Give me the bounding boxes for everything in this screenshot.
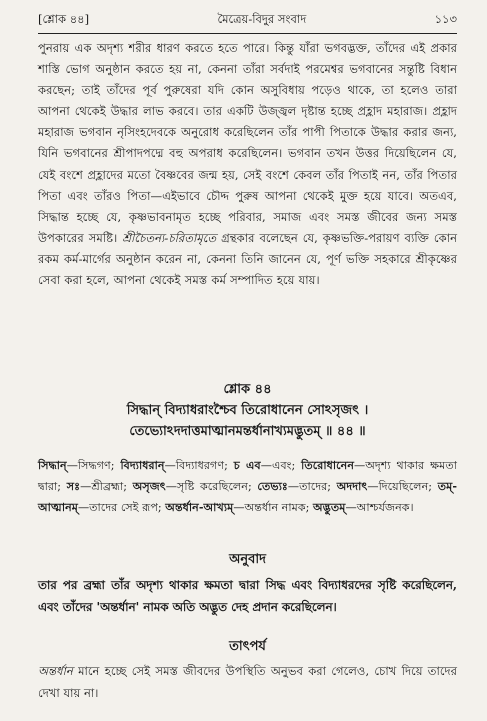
- header-chapter-title: মৈত্রেয়-বিদুর সংবাদ: [217, 12, 307, 26]
- body-text-2: গ্রন্থকার বলেছেন যে, কৃষ্ণভক্তি-পরায়ণ ব্যক্তি কোন রকম কর্ম-মার্গের অনুষ্ঠান করেন না, কেননা তিনি জানেন যে, পূর্ণ ভক্তি সহকারে শ্রীকৃষ্ণের সেবা করা হলে, আপনা থেকেই সমস্ত কর্ম সম্পাদিত হয়ে যায়।: [38, 230, 457, 288]
- translation-title: অনুবাদ: [229, 552, 266, 567]
- synonym-word: সঃ: [66, 479, 81, 493]
- synonym-word: অন্তর্ধান-আখ্যম্: [165, 500, 234, 514]
- synonym-word: বিদ্যাধরান্: [120, 458, 165, 472]
- synonym-meaning: —এবং;: [260, 459, 302, 472]
- page-header: [38, 8, 457, 30]
- synonym-meaning: —সিদ্ধগণ;: [66, 459, 121, 472]
- body-paragraph: [38, 38, 457, 291]
- translation-text: তার পর ব্রহ্মা তাঁর অদৃশ্য থাকার ক্ষমতা দ্বারা সিদ্ধ এবং বিদ্যাধরদের সৃষ্টি করেছিলেন, এবং তাঁদের 'অন্তর্ধান' নামক অতি অদ্ভুত দেহ প্রদান করেছিলেন।: [38, 578, 457, 614]
- purport-text: [38, 660, 457, 704]
- synonym-meaning: —দিয়েছিলেন;: [367, 480, 438, 493]
- verse-block: [38, 380, 457, 442]
- synonym-meaning: —অদৃশ্য থাকার ক্ষমতা দ্বারা;: [38, 459, 458, 493]
- synonym-meaning: —তাদের সেই রূপ;: [77, 501, 166, 514]
- book-title-italic: শ্রীচৈতন্য-চরিতামৃতে: [122, 230, 217, 245]
- purport-body: মানে হচ্ছে সেই সমস্ত জীবদের উপস্থিতি অনুভব করা গেলেও, চোখ দিয়ে তাদের দেখা যায় না।: [38, 664, 457, 700]
- body-text-1: পুনরায় এক অদৃশ্য শরীর ধারণ করতে হতে পারে। কিন্তু যাঁরা ভগবদ্ভক্ত, তাঁদের এই প্রকার শাস্তি ভোগ অনুষ্ঠান করতে হয় না, কেননা তাঁরা সর্বদাই পরমেশ্বর ভগবানের সন্তুষ্টি বিধান করছেন; তাই তাঁদের পূর্ব পুরুষেরা যদি কোন অসুবিধায় পড়েও থাকে, তা হলেও তারা আপনা থেকেই উদ্ধার লাভ করবে। তার একটি উজ্জ্বল দৃষ্টান্ত হচ্ছে প্রহ্লাদ মহারাজ। প্রহ্লাদ মহারাজ ভগবান নৃসিংহদেবকে অনুরোধ করেছিলেন তাঁর পাপী পিতাকে উদ্ধার করার জন্য, যিনি ভগবানের শ্রীপাদপদ্মে বহু অপরাধ করেছিলেন। ভগবান তখন উত্তর দিয়েছিলেন যে, যেই বংশে প্রহ্লাদের মতো বৈষ্ণবের জন্ম হয়, সেই বংশে কেবল তাঁর পিতাই নন, তাঁর পিতার পিতা এবং তাঁরও পিতা—এইভাবে চৌদ্দ পুরুষ আপনা থেকেই মুক্ত হয়ে যাবে। অতএব, সিদ্ধান্ত হচ্ছে যে, কৃষ্ণভাবনামৃত হচ্ছে পরিবার, সমাজ এবং সমস্ত জীবের জন্য সমস্ত উপকারের সমষ্টি।: [38, 41, 457, 245]
- synonym-meaning: —সৃষ্টি করেছিলেন;: [165, 480, 258, 493]
- synonym-meaning: —শ্রীব্রহ্মা;: [80, 480, 133, 493]
- purport-title: তাৎপর্য: [229, 639, 266, 654]
- synonym-meaning: —তাদের;: [287, 480, 337, 493]
- synonym-word: অদ্ভুতম্: [312, 500, 346, 514]
- main-text: [38, 38, 457, 291]
- synonym-word: তিরোধানেন: [301, 458, 354, 472]
- synonym-meaning: —বিদ্যাধরগণ;: [164, 459, 234, 472]
- synonym-meaning: —আশ্চর্যজনক।: [345, 501, 414, 514]
- purport-term-italic: অন্তর্ধান: [38, 664, 73, 678]
- synonym-word: তম্-আত্মানম্: [38, 479, 457, 514]
- header-divider: [38, 33, 457, 34]
- synonym-word: অদদাৎ: [336, 479, 368, 493]
- verse-heading: শ্লোক ৪৪: [223, 382, 272, 397]
- synonym-meaning: —অন্তর্ধান নামক;: [233, 501, 313, 514]
- verse-line-2: তেভ্যোঽদদাত্তমাত্মানমন্তর্ধানাখ্যমদ্ভুতম্ ॥ ৪৪ ॥: [129, 424, 366, 439]
- header-verse-ref: [শ্লোক ৪৪]: [38, 12, 90, 26]
- synonym-word: চ এব: [233, 458, 261, 472]
- word-synonyms: [38, 455, 457, 518]
- synonym-word: তেভ্যঃ: [257, 479, 288, 493]
- synonym-word: অসৃজৎ: [132, 479, 166, 493]
- verse-line-1: সিদ্ধান্ বিদ্যাধরাংশ্চৈব তিরোধানেন সোঽসৃজৎ ।: [126, 403, 369, 418]
- synonym-word: সিদ্ধান্: [38, 458, 67, 472]
- header-page-number: ১১৩: [434, 12, 457, 26]
